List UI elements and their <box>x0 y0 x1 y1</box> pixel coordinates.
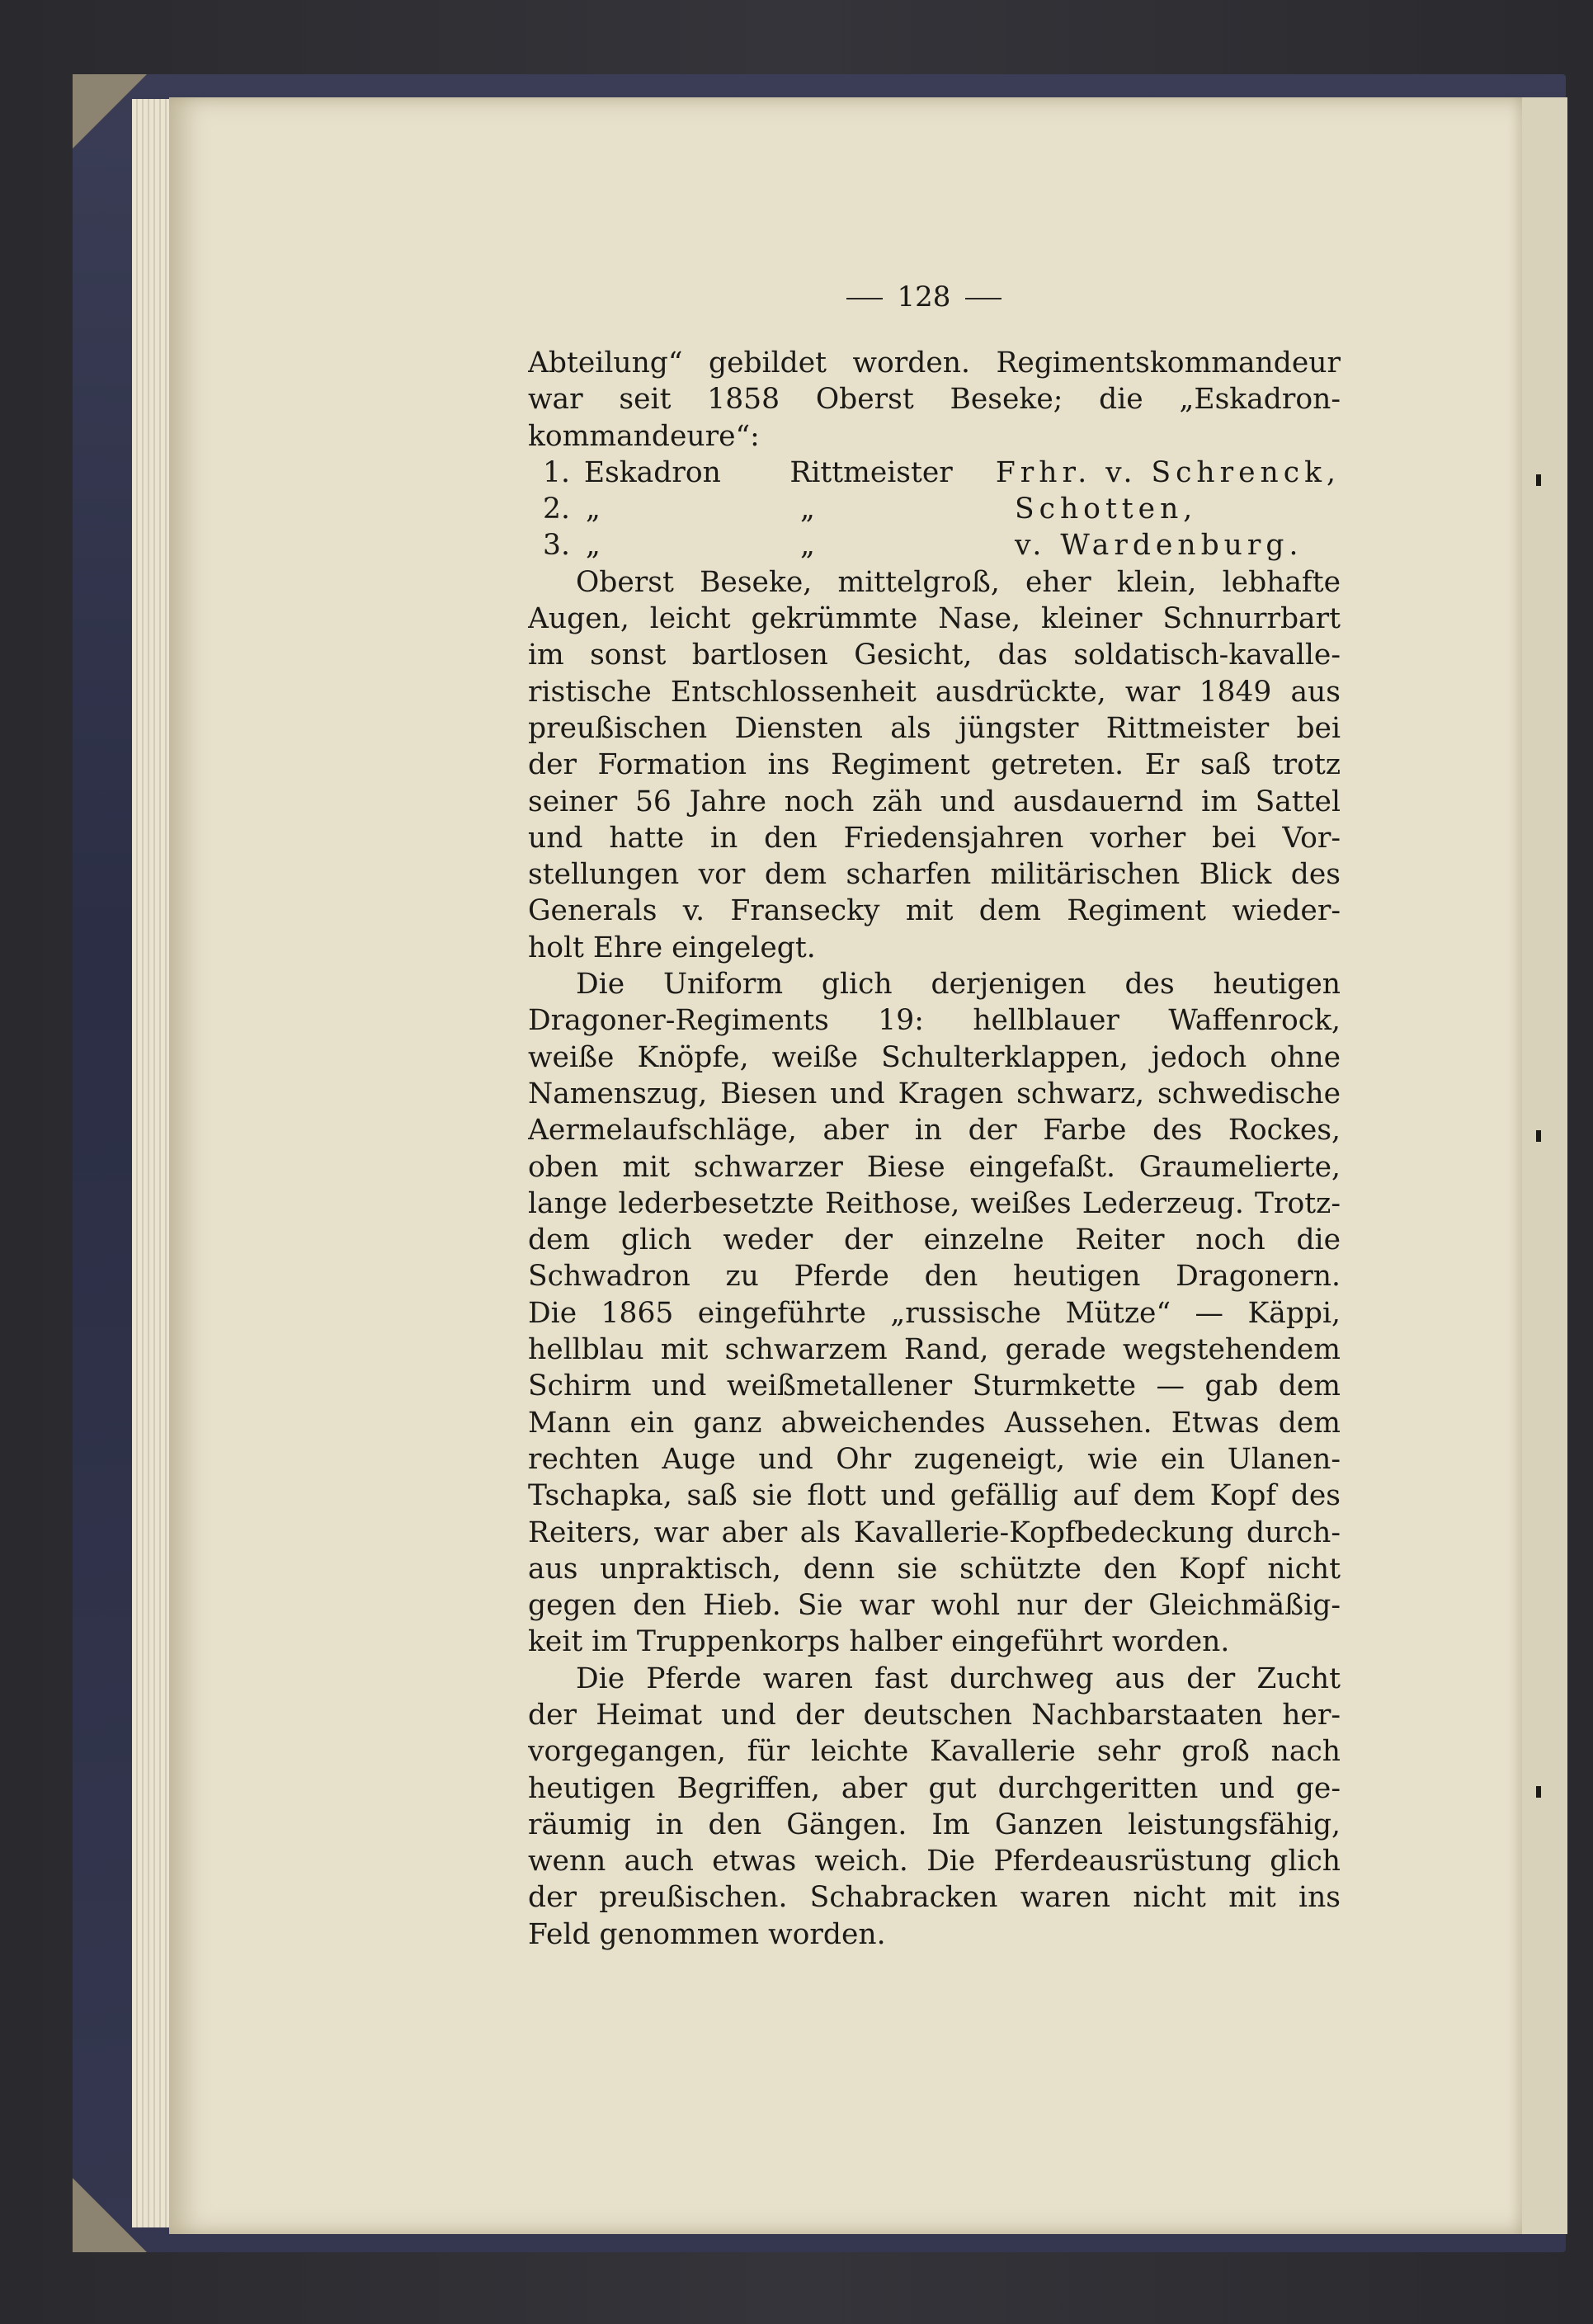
text-line: stellungen vor dem scharfen militärischen Blick des <box>528 858 1341 892</box>
page-number <box>825 280 1023 313</box>
text-line: keit im Truppenkorps halber eingeführt worden. <box>528 1625 1230 1659</box>
commander-rank: „ <box>800 493 815 526</box>
text-line: weiße Knöpfe, weiße Schulterklappen, jedoch ohne <box>528 1040 1341 1074</box>
page-number-value: 128 <box>897 280 951 313</box>
text-line: heutigen Begriffen, aber gut durchgeritten und ge- <box>528 1771 1341 1805</box>
commander-name: v. Wardenburg. <box>1015 529 1303 563</box>
commander-row <box>528 455 1341 491</box>
text-line: kommandeure“: <box>528 419 760 453</box>
text-line: Feld genommen worden. <box>528 1917 886 1951</box>
commander-unit: Eskadron <box>583 455 721 489</box>
commander-name: Frhr. v. Schrenck, <box>995 455 1341 489</box>
text-line: Namenszug, Biesen und Kragen schwarz, schwedische <box>528 1077 1341 1110</box>
text-line: gegen den Hieb. Sie war wohl nur der Gleichmäßig- <box>528 1589 1341 1623</box>
text-line: und hatte in den Friedensjahren vorher bei Vor- <box>528 821 1341 855</box>
text-line: Schirm und weißmetallener Sturmkette — gab dem <box>528 1369 1341 1403</box>
commander-row <box>528 491 1341 527</box>
commander-rank: „ <box>800 529 815 563</box>
text-line: ristische Entschlossenheit ausdrückte, war 1849 aus <box>528 675 1341 709</box>
edge-mark <box>1536 1786 1541 1798</box>
text-line: der Formation ins Regiment getreten. Er saß trotz <box>528 748 1341 782</box>
edge-mark <box>1536 1130 1541 1142</box>
commander-unit: „ <box>586 529 601 563</box>
text-line: Tschapka, saß sie flott und gefällig auf dem Kopf des <box>528 1479 1341 1513</box>
text-line: Die Pferde waren fast durchweg aus der Zucht <box>576 1662 1341 1695</box>
text-line: lange lederbesetzte Reithose, weißes Lederzeug. Trotz- <box>528 1186 1341 1220</box>
text-line: Oberst Beseke, mittelgroß, eher klein, lebhafte <box>576 565 1341 599</box>
commander-rank: Rittmeister <box>789 455 953 489</box>
text-line: der preußischen. Schabracken waren nicht mit ins <box>528 1881 1341 1915</box>
commander-number: 3. <box>543 529 570 563</box>
text-line: wenn auch etwas weich. Die Pferdeausrüstung glich <box>528 1845 1341 1879</box>
text-line: vorgegangen, für leichte Kavallerie sehr groß nach <box>528 1735 1341 1769</box>
text-line: Dragoner-Regiments 19: hellblauer Waffenrock, <box>528 1004 1341 1038</box>
text-line: räumig in den Gängen. Im Ganzen leistungsfähig, <box>528 1808 1341 1841</box>
commander-name: Schotten, <box>1015 493 1198 526</box>
text-line: Aermelaufschläge, aber in der Farbe des Rockes, <box>528 1114 1341 1148</box>
text-line: Generals v. Fransecky mit dem Regiment wieder- <box>528 894 1341 928</box>
body-lines <box>528 564 1341 1953</box>
page-text <box>528 345 1341 1953</box>
facing-page-edge <box>1522 97 1567 2234</box>
text-line: oben mit schwarzer Biese eingefaßt. Graumelierte, <box>528 1150 1341 1184</box>
page-number-dash-right <box>965 298 1002 299</box>
text-line: dem glich weder der einzelne Reiter noch die <box>528 1223 1341 1257</box>
text-line: seiner 56 Jahre noch zäh und ausdauernd im Sattel <box>528 785 1341 818</box>
text-line: Schwadron zu Pferde den heutigen Dragonern. <box>528 1260 1341 1294</box>
text-line: der Heimat und der deutschen Nachbarstaaten her- <box>528 1698 1341 1732</box>
commander-number: 2. <box>543 493 570 526</box>
text-line: holt Ehre eingelegt. <box>528 931 816 964</box>
edge-mark <box>1536 474 1541 486</box>
text-line: hellblau mit schwarzem Rand, gerade wegstehendem <box>528 1333 1341 1367</box>
text-line: Die 1865 eingeführte „russische Mütze“ — Käppi, <box>528 1296 1341 1330</box>
text-line: Abteilung“ gebildet worden. Regimentskommandeur <box>528 346 1341 379</box>
text-line: Reiters, war aber als Kavallerie-Kopfbedeckung durch- <box>528 1516 1341 1549</box>
text-line: war seit 1858 Oberst Beseke; die „Eskadron- <box>528 383 1341 417</box>
text-line: rechten Auge und Ohr zugeneigt, wie ein Ulanen- <box>528 1442 1341 1476</box>
text-line: Mann ein ganz abweichendes Aussehen. Etwas dem <box>528 1406 1341 1440</box>
text-line: Die Uniform glich derjenigen des heutigen <box>576 968 1341 1002</box>
page-number-dash-left <box>846 298 883 299</box>
commander-unit: „ <box>586 493 601 526</box>
text-line: preußischen Diensten als jüngster Rittmeister bei <box>528 711 1341 745</box>
text-line: aus unpraktisch, denn sie schützte den Kopf nicht <box>528 1552 1341 1586</box>
text-line: im sonst bartlosen Gesicht, das soldatisch-kavalle- <box>528 639 1341 672</box>
commander-number: 1. <box>543 455 570 489</box>
text-line: Augen, leicht gekrümmte Nase, kleiner Schnurrbart <box>528 602 1341 636</box>
commander-row <box>528 527 1341 563</box>
